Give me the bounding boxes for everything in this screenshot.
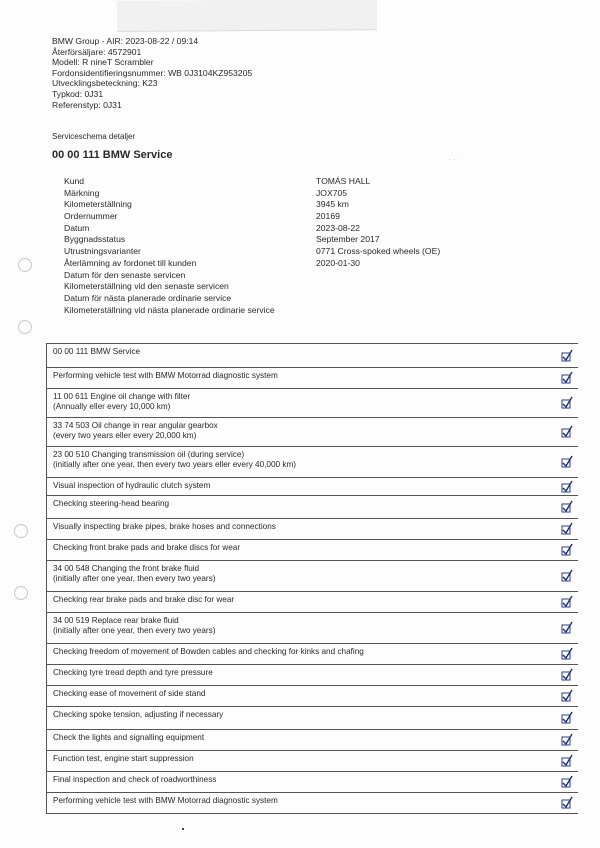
detail-label: Kilometerställning vid den senaste servicen xyxy=(64,281,229,292)
task-text xyxy=(47,613,578,639)
punch-hole xyxy=(14,524,28,538)
task-row xyxy=(46,367,578,388)
task-row xyxy=(46,792,578,814)
task-line: Checking steering-head bearing xyxy=(53,499,170,508)
checked-box-icon xyxy=(560,595,574,609)
task-row xyxy=(46,518,578,539)
task-text xyxy=(47,344,578,360)
detail-value: 0771 Cross-spoked wheels (OE) xyxy=(316,246,441,257)
task-text xyxy=(47,447,578,473)
task-line: Checking rear brake pads and brake disc for wear xyxy=(53,595,235,604)
detail-label: Kilometerställning vid nästa planerade ordinarie service xyxy=(64,304,275,315)
task-line: 33 74 503 Oil change in rear angular gearbox xyxy=(53,421,218,430)
schedule-label: Serviceschema detaljer xyxy=(52,132,136,141)
detail-label: Utrustningsvarianter xyxy=(64,246,141,257)
task-text xyxy=(47,730,578,746)
task-row xyxy=(46,417,578,446)
checked-box-icon xyxy=(560,733,574,747)
header-line: Fordonsidentifieringsnummer: WB 0J3104KZ953205 xyxy=(52,67,253,78)
task-line: Function test, engine start suppression xyxy=(53,754,194,763)
task-line: (initially after one year, then every two years eller every 40,000 km) xyxy=(53,460,297,469)
checked-box-icon xyxy=(560,455,574,469)
task-line: Checking tyre tread depth and tyre pressure xyxy=(53,668,213,677)
task-row xyxy=(46,729,578,750)
detail-value: 20169 xyxy=(316,211,340,222)
task-line: Performing vehicle test with BMW Motorrad diagnostic system xyxy=(53,371,278,380)
task-line: Visually inspecting brake pipes, brake hoses and connections xyxy=(53,522,276,531)
task-line: 00 00 111 BMW Service xyxy=(53,347,141,356)
task-row xyxy=(46,664,578,685)
detail-value: 3945 km xyxy=(316,199,349,210)
checked-box-icon xyxy=(560,500,574,514)
detail-row xyxy=(64,270,484,282)
checked-box-icon xyxy=(560,543,574,557)
task-line: Visual inspection of hydraulic clutch system xyxy=(53,481,211,490)
detail-label: Datum för den senaste servicen xyxy=(64,269,186,280)
service-title: 00 00 111 BMW Service xyxy=(52,149,173,161)
task-line: 34 00 548 Changing the front brake fluid xyxy=(53,564,200,573)
punch-hole xyxy=(14,586,28,600)
detail-label: Märkning xyxy=(64,187,100,198)
detail-row xyxy=(64,199,484,211)
detail-row xyxy=(64,305,484,317)
task-line: Checking ease of movement of side stand xyxy=(53,689,206,698)
detail-value: 2023-08-22 xyxy=(316,222,360,233)
detail-label: Kilometerställning xyxy=(64,199,132,210)
punch-hole xyxy=(18,258,32,272)
task-text xyxy=(47,368,578,384)
scan-smudge: · · ˙ xyxy=(448,155,461,164)
detail-row xyxy=(64,176,484,188)
task-text xyxy=(47,686,578,702)
task-line: Checking freedom of movement of Bowden cables and checking for kinks and chafing xyxy=(53,647,364,656)
task-text xyxy=(47,665,578,681)
task-table xyxy=(46,343,578,814)
task-line: 23 00 510 Changing transmission oil (during service) xyxy=(53,450,245,459)
task-row xyxy=(46,560,578,591)
header-line: Utvecklingsbeteckning: K23 xyxy=(52,78,158,89)
punch-hole xyxy=(18,320,32,334)
task-row xyxy=(46,685,578,706)
detail-row xyxy=(64,246,484,258)
checked-box-icon xyxy=(560,371,574,385)
detail-label: Ordernummer xyxy=(64,211,118,222)
header-line: Typkod: 0J31 xyxy=(52,88,104,99)
task-row xyxy=(46,495,578,518)
task-text xyxy=(47,540,578,556)
detail-row xyxy=(64,234,484,246)
checked-box-icon xyxy=(560,480,574,494)
checked-box-icon xyxy=(560,621,574,635)
checked-box-icon xyxy=(560,689,574,703)
task-line: Final inspection and check of roadworthiness xyxy=(53,775,217,784)
detail-value: September 2017 xyxy=(316,234,380,245)
detail-label: Datum för nästa planerade ordinarie service xyxy=(64,292,232,303)
task-line: Checking spoke tension, adjusting if necessary xyxy=(53,710,224,719)
task-line: Check the lights and signalling equipment xyxy=(53,733,205,742)
task-text xyxy=(47,793,578,809)
task-row xyxy=(46,539,578,560)
paper-sticker xyxy=(117,0,377,32)
detail-row xyxy=(64,258,484,270)
checked-box-icon xyxy=(560,775,574,789)
task-row xyxy=(46,706,578,729)
checked-box-icon xyxy=(560,668,574,682)
task-text xyxy=(47,418,578,444)
task-text xyxy=(47,561,578,587)
vehicle-header xyxy=(52,36,252,110)
checked-box-icon xyxy=(560,522,574,536)
task-row xyxy=(46,343,578,367)
task-text xyxy=(47,707,578,723)
task-text xyxy=(47,478,578,494)
task-line: Checking front brake pads and brake discs for wear xyxy=(53,543,241,552)
task-line: Performing vehicle test with BMW Motorrad diagnostic system xyxy=(53,796,278,805)
checked-box-icon xyxy=(560,647,574,661)
detail-value: JOX705 xyxy=(316,187,348,198)
detail-row xyxy=(64,223,484,235)
detail-row xyxy=(64,211,484,223)
task-line: 11 00 611 Engine oil change with filter xyxy=(53,392,191,401)
task-line: (every two years eller every 20,000 km) xyxy=(53,431,197,440)
task-line: (initially after one year, then every two years) xyxy=(53,626,216,635)
task-row xyxy=(46,477,578,495)
detail-row xyxy=(64,293,484,305)
header-line: Referenstyp: 0J31 xyxy=(52,99,122,110)
task-row xyxy=(46,591,578,612)
task-row xyxy=(46,750,578,771)
task-line: (Annually eller every 10,000 km) xyxy=(53,402,171,411)
checked-box-icon xyxy=(560,711,574,725)
detail-label: Återlämning av fordonet till kunden xyxy=(64,257,197,268)
task-text xyxy=(47,389,578,415)
task-row xyxy=(46,771,578,792)
checked-box-icon xyxy=(560,349,574,363)
task-line: 34 00 519 Replace rear brake fluid xyxy=(53,616,179,625)
task-row xyxy=(46,643,578,664)
detail-label: Byggnadsstatus xyxy=(64,234,126,245)
checked-box-icon xyxy=(560,796,574,810)
task-text xyxy=(47,592,578,608)
checked-box-icon xyxy=(560,569,574,583)
checked-box-icon xyxy=(560,754,574,768)
details-list xyxy=(64,176,484,316)
detail-row xyxy=(64,281,484,293)
task-text xyxy=(47,772,578,788)
header-line: BMW Group - AIR: 2023-08-22 / 09:14 xyxy=(52,36,199,46)
detail-value: 2020-01-30 xyxy=(316,257,360,268)
detail-label: Datum xyxy=(64,222,90,233)
detail-row xyxy=(64,188,484,200)
task-text xyxy=(47,496,578,512)
task-text xyxy=(47,751,578,767)
footer-mark xyxy=(182,828,184,830)
task-row xyxy=(46,446,578,477)
header-line: Modell: R nineT Scrambler xyxy=(52,57,154,68)
detail-label: Kund xyxy=(64,176,85,186)
checked-box-icon xyxy=(560,425,574,439)
checked-box-icon xyxy=(560,396,574,410)
task-row xyxy=(46,388,578,417)
task-text xyxy=(47,519,578,535)
task-line: (initially after one year, then every two years) xyxy=(53,574,216,583)
task-row xyxy=(46,612,578,643)
header-line: Återförsäljare: 4572901 xyxy=(52,46,142,57)
task-text xyxy=(47,644,578,660)
detail-value: TOMÁS HALL xyxy=(316,176,371,186)
